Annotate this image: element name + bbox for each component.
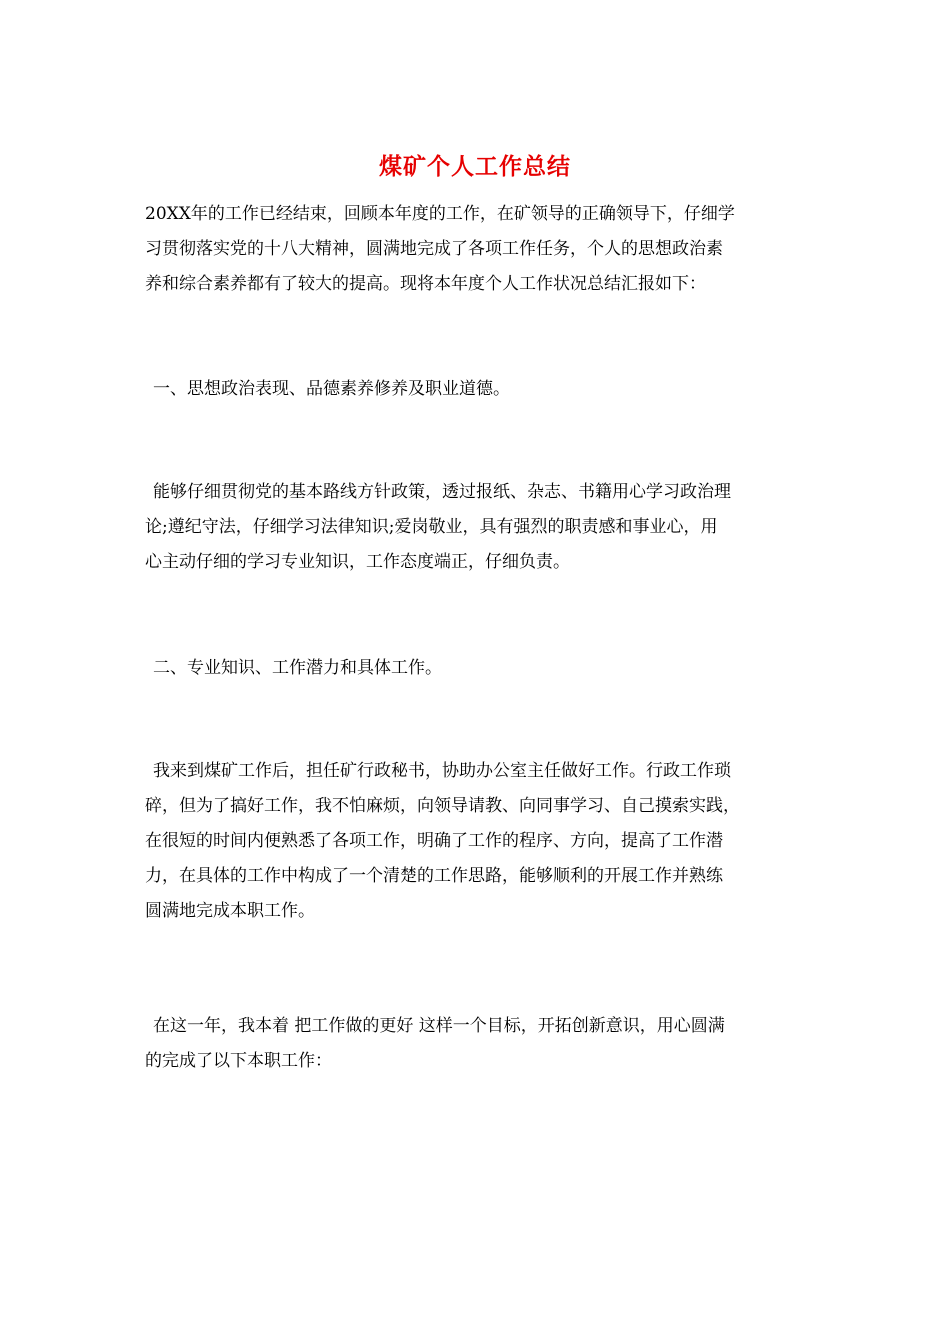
section-1-line: 论;遵纪守法，仔细学习法律知识;爱岗敬业，具有强烈的职责感和事业心，用 <box>145 517 718 537</box>
intro-line: 养和综合素养都有了较大的提高。现将本年度个人工作状况总结汇报如下： <box>145 274 706 294</box>
closing-line: 的完成了以下本职工作： <box>145 1051 332 1071</box>
section-2-closing-paragraph <box>145 1009 810 1079</box>
section-2-line: 我来到煤矿工作后，担任矿行政秘书，协助办公室主任做好工作。行政工作琐 <box>153 761 731 781</box>
section-2-line: 在很短的时间内便熟悉了各项工作，明确了工作的程序、方向，提高了工作潜 <box>145 831 723 851</box>
intro-line: 习贯彻落实党的十八大精神，圆满地完成了各项工作任务，个人的思想政治素 <box>145 239 723 259</box>
section-1-line: 能够仔细贯彻党的基本路线方针政策，透过报纸、杂志、书籍用心学习政治理 <box>153 482 731 502</box>
section-2-line: 力，在具体的工作中构成了一个清楚的工作思路，能够顺利的开展工作并熟练 <box>145 866 723 886</box>
intro-line: 20XX年的工作已经结束，回顾本年度的工作，在矿领导的正确领导下，仔细学 <box>145 204 735 224</box>
section-1-line: 心主动仔细的学习专业知识，工作态度端正，仔细负责。 <box>145 552 570 572</box>
section-1-paragraph <box>145 475 810 580</box>
document-title: 煤矿个人工作总结 <box>379 153 571 180</box>
section-1-heading: 一、思想政治表现、品德素养修养及职业道德。 <box>153 379 510 399</box>
section-2-line: 碎，但为了搞好工作，我不怕麻烦，向领导请教、向同事学习、自己摸索实践， <box>145 796 740 816</box>
section-2-paragraph <box>145 754 810 929</box>
intro-paragraph <box>145 197 810 302</box>
section-2-heading: 二、专业知识、工作潜力和具体工作。 <box>153 658 442 678</box>
section-2-line: 圆满地完成本职工作。 <box>145 901 315 921</box>
closing-line: 在这一年，我本着 把工作做的更好 这样一个目标，开拓创新意识，用心圆满 <box>153 1016 725 1036</box>
